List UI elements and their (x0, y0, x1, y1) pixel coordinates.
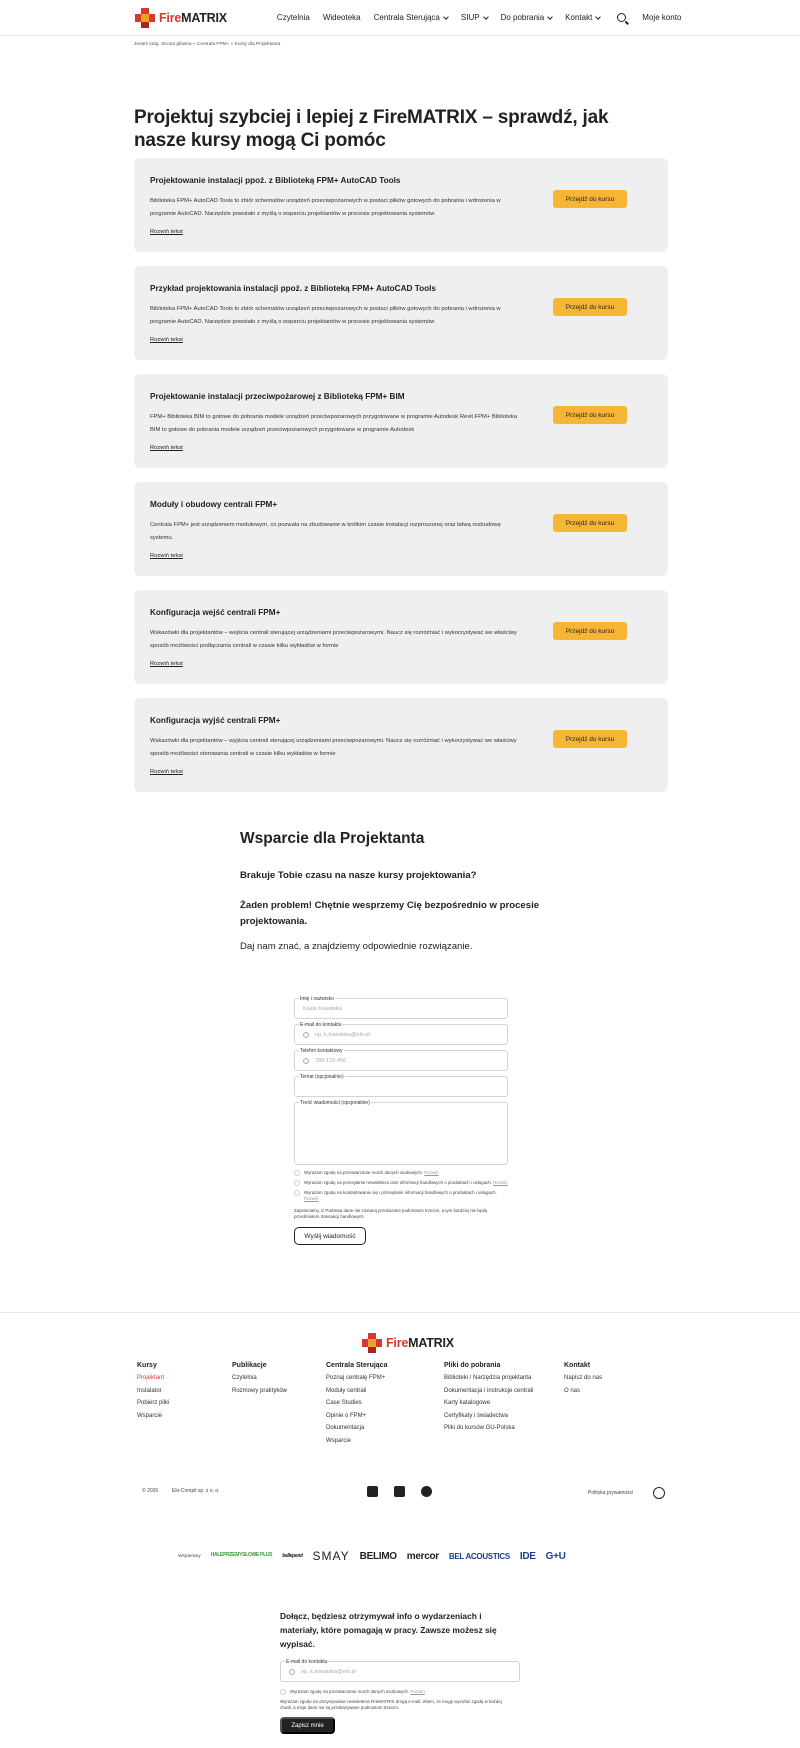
nav-centrala-sterujaca[interactable]: Centrala Sterująca (374, 13, 448, 22)
support-question: Brakuje Tobie czasu na nasze kursy projektowania? (240, 870, 477, 881)
newsletter-email-wrap (280, 1661, 520, 1682)
chevron-down-icon (483, 14, 489, 20)
footer-col-pliki (444, 1362, 564, 1450)
linkedin-icon[interactable] (394, 1486, 405, 1497)
course-title: Przykład projektowania instalacji ppoż. z Biblioteką FPM+ AutoCAD Tools (150, 284, 436, 293)
logo-text: FireMATRIX (159, 10, 227, 25)
go-to-course-button[interactable]: Przejdź do kursu (553, 298, 627, 316)
name-label: Imię i nazwisko (300, 996, 334, 1002)
footer-col-publikacje (232, 1362, 326, 1450)
course-title: Konfiguracja wyjść centrali FPM+ (150, 716, 281, 725)
at-icon (303, 1032, 309, 1038)
expand-link[interactable]: Rozwiń (410, 1689, 425, 1694)
firematrix-logo-icon (362, 1333, 382, 1353)
course-card (134, 698, 668, 792)
consent-processing (294, 1170, 508, 1176)
footer-col-head: Kursy (137, 1362, 157, 1369)
course-title: Konfiguracja wejść centrali FPM+ (150, 608, 281, 617)
email-placeholder: np. k.kowalska@elo.pl (301, 1668, 356, 1675)
expand-text-link[interactable]: Rozwiń tekst (150, 769, 183, 775)
cookie-icon[interactable] (653, 1487, 665, 1499)
footer-divider (0, 1312, 800, 1313)
footer-link[interactable]: Moduły centrali (326, 1387, 367, 1394)
support-cta-text: Daj nam znać, a znajdziemy odpowiednie rozwiązanie. (240, 941, 473, 952)
copyright: © 2026 (142, 1488, 159, 1494)
footer-link[interactable]: Pobierz pliki (137, 1400, 170, 1406)
expand-text-link[interactable]: Rozwiń tekst (150, 229, 183, 235)
footer-link[interactable]: Wsparcie (137, 1412, 163, 1419)
logo[interactable] (135, 8, 227, 28)
support-section (240, 830, 570, 952)
message-textarea[interactable] (294, 1102, 508, 1165)
go-to-course-button[interactable]: Przejdź do kursu (553, 514, 627, 532)
contact-form (294, 995, 508, 1245)
support-title: Wsparcie dla Projektanta (240, 830, 425, 847)
footer-link[interactable]: Napisz do nas (564, 1375, 603, 1381)
account-link[interactable]: Moje konto (642, 13, 682, 22)
footer-link[interactable]: Rozmowy praktyków (232, 1387, 288, 1394)
footer-link[interactable]: Projektant (137, 1375, 165, 1381)
course-card (134, 482, 668, 576)
email-field-wrap (294, 1024, 508, 1045)
facebook-icon[interactable] (421, 1486, 432, 1497)
phone-icon (303, 1058, 309, 1064)
go-to-course-button[interactable]: Przejdź do kursu (553, 190, 627, 208)
footer-link[interactable]: O nas (564, 1387, 581, 1394)
youtube-icon[interactable] (367, 1486, 378, 1497)
consent-newsletter (294, 1180, 508, 1186)
partner-logo-haleprzemyslowe[interactable]: HALEPRZEMYSŁOWE PLUS (210, 1552, 273, 1559)
name-placeholder: Kasia Kowalska (303, 1005, 342, 1012)
footer-bottom (0, 1486, 800, 1506)
partners-label: Wspierany (178, 1553, 201, 1559)
logo-text: FireMATRIX (386, 1336, 454, 1350)
expand-text-link[interactable]: Rozwiń tekst (150, 337, 183, 343)
course-title: Moduły i obudowy centrali FPM+ (150, 500, 278, 509)
nav-wideoteka[interactable]: Wideoteka (322, 13, 361, 22)
newsletter-section (280, 1609, 520, 1734)
footer-link[interactable]: Pliki do kursów GU-Polska (444, 1425, 515, 1431)
course-card (134, 374, 668, 468)
social-links (367, 1486, 432, 1497)
consent-checkbox[interactable] (294, 1180, 300, 1186)
subject-label: Temat (opcjonalnie) (300, 1074, 344, 1080)
consent-text: Wyrażam zgodę na przesyłanie newslettera oraz informacji handlowych o produktach i usługach. (304, 1180, 492, 1185)
footer-link[interactable]: Czytelnia (232, 1375, 257, 1381)
footer-logo[interactable] (362, 1333, 454, 1353)
footer-col-kursy (137, 1362, 232, 1450)
footer-link[interactable]: Instalator (137, 1387, 162, 1394)
privacy-note: Zapewniamy, iż Państwa dane nie zostaną przekazane podmiotom trzecim, a tym bardziej nie będą przedmiotem transakcji handlowych. (294, 1208, 487, 1219)
email-placeholder: np. k.kowalska@elo.pl (315, 1031, 370, 1038)
footer-columns (137, 1362, 644, 1450)
subscribe-button[interactable]: Zapisz mnie (280, 1717, 335, 1734)
course-title: Projektowanie instalacji przeciwpożarowej z Biblioteką FPM+ BIM (150, 392, 405, 401)
partner-logo-gu[interactable]: G+U (545, 1550, 566, 1562)
go-to-course-button[interactable]: Przejdź do kursu (553, 622, 627, 640)
main-nav (277, 13, 695, 22)
footer-link[interactable]: Opinie o FPM+ (326, 1412, 367, 1419)
partner-logo-belimo[interactable]: BELIMO (359, 1550, 397, 1562)
footer-link[interactable]: Case Studies (326, 1400, 362, 1406)
expand-link[interactable]: Rozwiń (304, 1196, 319, 1201)
nav-siup[interactable]: SIUP (461, 13, 488, 22)
course-card (134, 266, 668, 360)
nav-kontakt[interactable]: Kontakt (565, 13, 600, 22)
course-description: Centrala FPM+ jest urządzeniem modułowym, co pozwala na zbudowanie w krótkim czasie instalacji rozproszonej oraz łatwą rozbudowę systemu. (150, 522, 501, 541)
partner-logo-mercor[interactable]: mercor (406, 1550, 439, 1562)
chevron-down-icon (443, 14, 449, 20)
course-description: Wskazówki dla projektantów – wejścia centrali sterującej urządzeniami przeciwpożarowymi. Naucz się rozróżniać i wykorzystywać we właściwy sposób możliwości podłączania centrali w czasie kilku wykładów w formie (150, 630, 517, 649)
firematrix-logo-icon (135, 8, 155, 28)
name-field-wrap (294, 998, 508, 1019)
chevron-down-icon (595, 14, 601, 20)
footer-col-kontakt (564, 1362, 644, 1450)
message-field-wrap (294, 1102, 508, 1165)
partner-logo-ide[interactable]: IDE (519, 1550, 536, 1562)
support-answer: Żaden problem! Chętnie wesprzemy Cię bezpośrednio w procesie projektowania. (240, 900, 540, 927)
course-description: Biblioteka FPM+ AutoCAD Tools to zbiór schematów urządzeń przeciwpożarowych w postaci plików gotowych do pobrania i wdrożenia w programie AutoCAD. Narzędzie powstało z myślą o wsparciu projektantów w procesie projektowania systemów (150, 198, 501, 217)
newsletter-title: Dołącz, będziesz otrzymywał info o wydarzeniach i materiały, które pomagają w pracy. Zawsze możesz się wypisać. (280, 1611, 497, 1649)
search-icon[interactable] (617, 13, 626, 22)
expand-text-link[interactable]: Rozwiń tekst (150, 445, 183, 451)
newsletter-email-label: E-mail do kontaktu (286, 1659, 328, 1665)
course-description: Wskazówki dla projektantów – wyjścia centrali sterującej urządzeniami przeciwpożarowymi. Naucz się rozróżniać i wykorzystywać we właściwy sposób możliwości sterowania centrali w czasie kilku wykładów w formie (150, 738, 517, 757)
header (0, 0, 800, 36)
consent-text: Wyrażam zgodę na przetwarzanie moich danych osobowych. (290, 1689, 410, 1694)
send-message-button[interactable]: Wyślij wiadomość (294, 1227, 366, 1245)
consent-text: Wyrażam zgodę na kontaktowanie się i przesyłanie informacji handlowych o produktach i usługach. (304, 1190, 497, 1195)
footer-link[interactable]: Karty katalogowe (444, 1400, 491, 1406)
course-description: FPM+ Biblioteka BIM to gotowe do pobrania modele urządzeń przeciwpożarowych przygotowane w programie Autodesk Revit.FPM+ Biblioteka BIM to gotowe do pobrania modele urządzeń przeciwpożarowych przygotowane w programie Autodesk (150, 414, 517, 433)
partner-logo-bel-acoustics[interactable]: BEL ACOUSTICS (448, 1551, 510, 1561)
course-card (134, 590, 668, 684)
partners-strip (178, 1546, 566, 1566)
consent-checkbox[interactable] (294, 1170, 300, 1176)
nav-czytelnia[interactable]: Czytelnia (276, 13, 310, 22)
breadcrumb[interactable]: Jesteś tutaj: Strona główna » Centrala FPM+ » Kursy dla Projektanta (134, 42, 281, 47)
footer-col-head: Publikacje (232, 1362, 267, 1369)
footer-link[interactable]: Wsparcie (326, 1437, 352, 1444)
expand-text-link[interactable]: Rozwiń tekst (150, 553, 183, 559)
footer-col-head: Kontakt (564, 1362, 591, 1369)
footer-link[interactable]: Dokumentacja (326, 1425, 365, 1431)
consent-checkbox[interactable] (294, 1190, 300, 1196)
partner-logo-belleperel[interactable]: belleperel (282, 1553, 303, 1559)
footer-link[interactable]: Biblioteki / Narzędzia projektanta (444, 1375, 532, 1381)
page-title: Projektuj szybciej i lepiej z FireMATRIX – sprawdź, jak nasze kursy mogą Ci pomóc (134, 107, 609, 151)
go-to-course-button[interactable]: Przejdź do kursu (553, 406, 627, 424)
course-card (134, 158, 668, 252)
footer-col-centrala (326, 1362, 444, 1450)
consent-text: Wyrażam zgodę na przetwarzanie moich danych osobowych. (304, 1170, 424, 1175)
phone-placeholder: 789-123-456 (315, 1057, 347, 1064)
expand-text-link[interactable]: Rozwiń tekst (150, 661, 183, 667)
course-title: Projektowanie instalacji ppoż. z Biblioteką FPM+ AutoCAD Tools (150, 176, 401, 185)
message-label: Treść wiadomości (opcjonalnie) (300, 1100, 370, 1106)
consent-checkbox[interactable] (280, 1689, 286, 1695)
course-description: Biblioteka FPM+ AutoCAD Tools to zbiór schematów urządzeń przeciwpożarowych w postaci plików gotowych do pobrania i wdrożenia w programie AutoCAD. Narzędzie powstało z myślą o wsparciu projektantów w procesie projektowania systemów (150, 306, 501, 325)
nav-do-pobrania[interactable]: Do pobrania (501, 13, 553, 22)
expand-link[interactable]: Rozwiń (493, 1180, 508, 1185)
newsletter-note: Wyrażam zgodę na otrzymywanie newslettera FireMATRIX drogą e-mail. Wiem, że mogę wycofać zgodę w każdej chwili, a moje dane nie są przekazywane podmiotom trzecim. (280, 1699, 502, 1710)
footer-link[interactable]: Dokumentacja i instrukcje centrali (444, 1387, 534, 1394)
subject-field-wrap (294, 1076, 508, 1097)
at-icon (289, 1669, 295, 1675)
company-name: Elo-Compil sp. z o. o. (172, 1488, 220, 1494)
expand-link[interactable]: Rozwiń (424, 1170, 439, 1175)
newsletter-consent (280, 1689, 520, 1695)
phone-label: Telefon kontaktowy (300, 1048, 343, 1054)
go-to-course-button[interactable]: Przejdź do kursu (553, 730, 627, 748)
course-list (134, 158, 668, 792)
consent-contact (294, 1190, 508, 1202)
footer-link[interactable]: Certyfikaty i świadectwa (444, 1412, 509, 1419)
footer-link[interactable]: Poznaj centralę FPM+ (326, 1375, 386, 1381)
email-label: E-mail do kontaktu (300, 1022, 342, 1028)
phone-field-wrap (294, 1050, 508, 1071)
footer-col-head: Pliki do pobrania (444, 1362, 501, 1369)
footer-col-head: Centrala Sterująca (326, 1362, 388, 1369)
partner-logo-smay[interactable]: SMAY (312, 1549, 350, 1563)
privacy-policy-link[interactable]: Polityka prywatności (588, 1490, 634, 1496)
chevron-down-icon (547, 14, 553, 20)
